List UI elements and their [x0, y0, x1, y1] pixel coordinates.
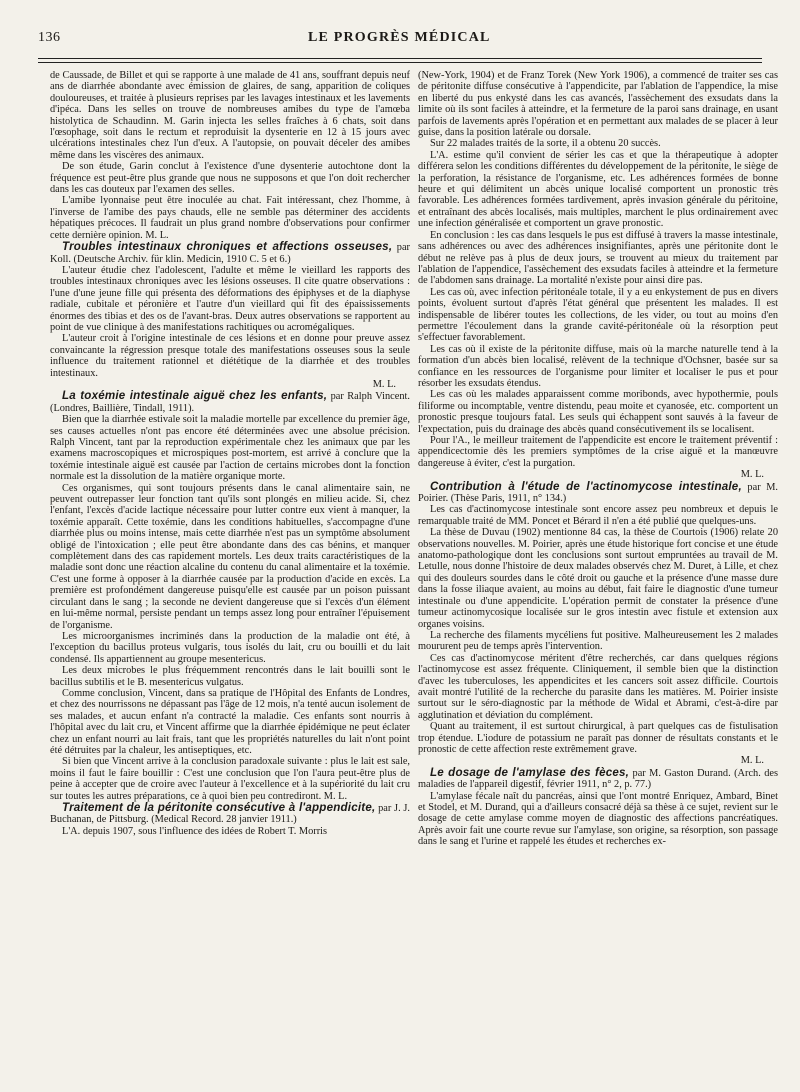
paragraph: La thèse de Duvau (1902) mentionne 84 cas, la thèse de Courtois (1906) relate 20 observations nouvelles. M. Poirier, après une étude historique fort concise et une étude anatomo-pathologique dont les conclusions sont surtout empruntées au travail de M. Letulle, nous donne l'histoire de deux malades observés chez M. Duret, à Lille, et chez qui des douleurs sourdes dans le côté droit ou gauche et la présence d'une masse dure dans la fosse iliaque avaient, au moins au début, fait faire le diagnostic d'une tumeur intestinale ou d'une appendicite. L'opération permit de constater la présence d'une tumeur actinomycosique localisée sur le gros intestin avec fistule et extension aux organes voisins. — [418, 527, 778, 630]
paragraph: L'auteur étudie chez l'adolescent, l'adulte et même le vieillard les rapports des troubles intestinaux chroniques avec les lésions osseuses. Il cite quatre observations : l'une d'une jeune fille qui présenta des déformations des épiphyses et de la diaphyse radiale, cubitale et péronière et l'autre d'un vieillard qui fit des épaississements énormes des tibias et des os de l'avant-bras. Deux autres observations se rapportent au point de vue clinique à des manifestations rachitiques ou acromégaliques. — [50, 264, 410, 333]
left-column — [50, 70, 410, 1078]
paragraph: Les deux microbes le plus fréquemment rencontrés dans le lait bouilli sont le bacillus subtilis et le B. mesentericus vulgatus. — [50, 665, 410, 688]
paragraph — [50, 756, 410, 802]
paragraph: L'auteur croit à l'origine intestinale de ces lésions et en donne pour preuve assez convaincante la régression presque totale des manifestations osseuses sous la seule influence du traitement rationnel et diététique de la diarrhée et des troubles intestinaux. — [50, 333, 410, 379]
header-rule — [38, 58, 762, 59]
page-number: 136 — [38, 30, 61, 45]
signature: M. L. — [740, 469, 764, 481]
paragraph: de Caussade, de Billet et qui se rapporte à une malade de 41 ans, souffrant depuis neuf ans de diarrhée abondante avec émission de glaires, de sang, apparition de coliques douloureuses, et traitée à plusieurs reprises par les lavages intestinaux et les lavements d'ipéca. Dans les selles on trouve de nombreuses amibes du type de l'amœba histolytica de Schaudinn. M. Garin injecta les selles fraîches à 6 chats, soit dans l'œsophage, soit dans le rectum et reproduisit la dysenterie en 12 à 15 jours avec ulcérations intestinales chez l'un d'eux. A l'autopsie, on pouvait déceler des amibes même dans les viscères des animaux. — [50, 70, 410, 161]
article-byline: par M. Poirier. (Thèse Paris, 1911, n° 134.) — [418, 481, 778, 505]
journal-title: LE PROGRÈS MÉDICAL — [307, 30, 491, 45]
article-title — [418, 767, 778, 791]
article-heading: Traitement de la péritonite consécutive à l'appendicite, — [62, 801, 376, 814]
paragraph: L'A. depuis 1907, sous l'influence des idées de Robert T. Morris — [62, 825, 328, 837]
paragraph: Ces organismes, qui sont toujours présents dans le canal alimentaire sain, ne peuvent outrepasser leur fonction tant qu'ils sont plongés en milieu acide. Si, chez l'enfant, l'excès d'acide lactique nécessaire pour lutter contre eux vient à manquer, la toxémie apparaît. Cette toxémie, dans les conditions habituelles, s'accompagne d'une diarrhée plus ou moins intense, mais cette diarrhée n'est pas un symptôme absolument obligé de l'intoxication ; elle peut être abondante dans des cas bénins, et manquer complètement dans des cas rapidement mortels. Les deux traits caractéristiques de la maladie sont donc une réaction alcaline du contenu du canal alimentaire et la toxémie. C'est une forme à opposer à la diarrhée causée par la production d'acide en excès. La première est profondément dangereuse puisqu'elle est causée par un poison puissant circulant dans le sang ; la seconde ne devient dangereuse que si l'excès d'un élément en lui-même normal, persiste pendant un temps assez long pour entraîner l'épuisement de l'organisme. — [50, 482, 410, 631]
article-byline: par M. Gaston Durand. (Arch. des maladies de l'appareil digestif, février 1911, n° 2, p. 77.) — [418, 767, 778, 791]
article-heading: Le dosage de l'amylase des fèces, — [430, 765, 630, 779]
article-title — [50, 241, 410, 265]
paragraph: De son étude, Garin conclut à l'existence d'une dysenterie autochtone dont la fréquence est peut-être plus grande que nous ne supposons et que l'on doit rechercher dans les cas douteux par l'examen des selles. — [50, 161, 410, 196]
article-title — [418, 481, 778, 505]
paragraph: Quant au traitement, il est surtout chirurgical, à part quelques cas de fistulisation trop étendue. L'iodure de potassium ne paraît pas donner de résultats constants et le pronostic de cette affection reste extrêmement grave. — [418, 721, 778, 755]
paragraph: En conclusion : les cas dans lesquels le pus est diffusé à travers la masse intestinale, sans adhérences ou avec des adhérences insignifiantes, après une péritonite dont le début ne relève pas à plus de deux jours, se trouvent au mieux du traitement par l'ablation de l'appendice, l'assèchement des exsudats faciles à atteindre et la fermeture de l'abdomen sans drainage. La mortalité n'existe pour ainsi dire pas. — [418, 229, 778, 287]
paragraph: Les cas d'actinomycose intestinale sont encore assez peu nombreux et depuis le remarquable traité de MM. Poncet et Bérard il n'en a été publié que quelques-uns. — [418, 504, 778, 527]
paragraph: (New-York, 1904) et de Franz Torek (New York 1906), a commencé de traiter ses cas de péritonite diffuse consécutive à l'appendicite, par l'ablation de l'appendice, la mise en liberté du pus enkysté dans les cas avancés, l'assèchement des exsudats dans la limite où ils sont faciles à atteindre, et la fermeture de la paroi sans drainage, en usant parfois de lavements après l'opération et en permettant aux malades de se placer à leur guise, dans la position latérale ou dorsale. — [418, 70, 778, 139]
article-title — [50, 390, 410, 414]
article-heading: La toxémie intestinale aiguë chez les enfants, — [62, 389, 328, 403]
paragraph-text: Si bien que Vincent arrive à la conclusion paradoxale suivante : plus le lait est sale, moins il faut le faire bouillir : C'est une conclusion que l'on l'aura peut-être plus de peine à accepter que de croire avec l'auteur à l'excellence et à la supériorité du lait cru sur toutes les autres préparations, ce à quoi bien peu contrediront. — [50, 756, 410, 802]
signature: M. L. — [372, 378, 396, 390]
article-heading: Contribution à l'étude de l'actinomycose intestinale, — [430, 479, 742, 493]
paragraph — [50, 195, 410, 241]
article-heading: Troubles intestinaux chroniques et affections osseuses, — [62, 240, 393, 254]
paragraph: Bien que la diarrhée estivale soit la maladie mortelle par excellence du premier âge, ses causes actuelles n'ont pas encore été déterminées avec une absolue précision. Ralph Vincent, tant par la reproduction expérimentale chez les animaux que par les examens macroscopiques et microspiques post-mortem, est arrivé à conclure que la toxémie intestinale aiguë est causée par l'action de certains microbes dont la fonction normale est la dissolution de la matière organique morte. — [50, 414, 410, 483]
article-byline: par Ralph Vincent. (Londres, Baillière, Tindall, 1911). — [50, 391, 410, 414]
paragraph: Sur 22 malades traités de la sorte, il a obtenu 20 succès. — [430, 138, 661, 150]
paragraph: L'amylase fécale naît du pancréas, ainsi que l'ont montré Enriquez, Ambard, Binet et Stodel, et M. Durand, qui a d'ailleurs consacré déjà sa thèse à ce sujet, revient sur le dosage de cette amylase comme moyen de diagnostic des affections pancréatiques. Après avoir fait une courte revue sur l'amylase, son origine, sa résorption, son passage dans le sang et l'urine et rappelé les études et recherches ex- — [418, 790, 778, 848]
paragraph: Les cas où les malades apparaissent comme moribonds, avec hypothermie, pouls filiforme ou incomptable, ventre distendu, peau moite et cyanosée, etc. comportent un pronostic presque toujours fatal. Les seuls qui échappent sont sauvés à la faveur de l'expectation, puis du drainage des abcès quand consécutivement ils se localisent. — [418, 389, 778, 435]
paragraph: La recherche des filaments mycéliens fut positive. Malheureusement les 2 malades moururent peu de temps après l'intervention. — [418, 629, 778, 653]
article-title — [50, 802, 410, 826]
header-rule-thin — [38, 62, 762, 63]
paragraph: Ces cas d'actinomycose méritent d'être recherchés, car dans quelques régions l'actinomycose est assez fréquente. Cliniquement, il semble bien que la distinction d'avec les tuberculoses, les appendicites et les cancers soit assez difficile. Courtois avait montré l'utilité de la recherche du parasite dans les matières. M. Poirier insiste surtout sur le séro-diagnostic par la méthode de Widal et Abrami, c'est-à-dire par agglutination et déviation du complément. — [418, 652, 778, 721]
right-column — [418, 70, 778, 1078]
paragraph-text: L'amibe lyonnaise peut être inoculée au chat. Fait intéressant, chez l'homme, à l'inverse de l'amibe des pays chauds, elle ne semble pas déterminer des accidents hépatiques précoces. Il faudrait un plus grand nombre d'observations pour confirmer cette dernière opinion. — [50, 195, 410, 241]
signature: M. L. — [145, 229, 169, 241]
paragraph: Pour l'A., le meilleur traitement de l'appendicite est encore le traitement préventif : appendicectomie dès les premiers symptômes de la crise aiguë et la manœuvre dangereuse à éviter, c'est la purgation. — [418, 435, 778, 469]
page-header — [38, 30, 762, 54]
article-byline: par Koll. (Deutsche Archiv. für klin. Medicin, 1910 C. 5 et 6.) — [50, 242, 410, 265]
signature: M. L. — [323, 790, 348, 802]
article-byline: par J. J. Buchanan, de Pittsburg. (Medical Record. 28 janvier 1911.) — [50, 803, 410, 826]
paragraph: L'A. estime qu'il convient de sérier les cas et que la thérapeutique à adopter différera selon les conditions différentes du développement de la péritonite, le siège de la perforation, la résistance de l'organisme, etc. Les adhérences formées de bonne heure et qui délimitent un abcès unique localisé comportent un pronostic très favorable. Les adhérences formées tardivement, après invasion générale du péritoine, et entraînant des abcès localisés, mais multiples, marchent le plus ordinairement avec une infection généralisée et comportent un grave pronostic. — [418, 149, 778, 230]
paragraph: Comme conclusion, Vincent, dans sa pratique de l'Hôpital des Enfants de Londres, et chez des nourrissons ne dépassant pas l'âge de 12 mois, n'a tenté aucun isolement de ses malades, et aucun enfant n'a contracté la maladie. Ces enfants sont nourris à l'hôpital avec du lait cru, et Vincent affirme que la diarrhée épidémique ne peut éclater chez un enfant nourri au lait frais, tant que les propriétés naturelles du lait n'ont point été détruites par la chaleur, les antiseptiques, etc. — [50, 687, 410, 756]
paragraph: Les microorganismes incriminés dans la production de la maladie ont été, à l'exception du bacillus proteus vulgaris, tous isolés du lait, cru ou bouilli et du lait condensé. Ils appartiennent au groupe mesentericus. — [50, 630, 410, 665]
paragraph: Les cas où, avec infection péritonéale totale, il y a eu enkystement de pus en divers points, évoluent surtout d'après l'état général que présentent les malades. Il est indispensable de libérer toutes les collections, de les vider, ou tout au moins d'en permettre l'écoulement dans la grande cavité-péritonéale où la résorption peut s'effectuer favorablement. — [418, 286, 778, 344]
paragraph: Les cas où il existe de la péritonite diffuse, mais où la marche naturelle tend à la formation d'un abcès bien localisé, relèvent de la technique d'Ochsner, basée sur sa confiance en les ressources de l'organisme pour limiter et localiser le pus et pour résorber les exsudats étendus. — [418, 343, 778, 389]
signature: M. L. — [740, 755, 764, 767]
